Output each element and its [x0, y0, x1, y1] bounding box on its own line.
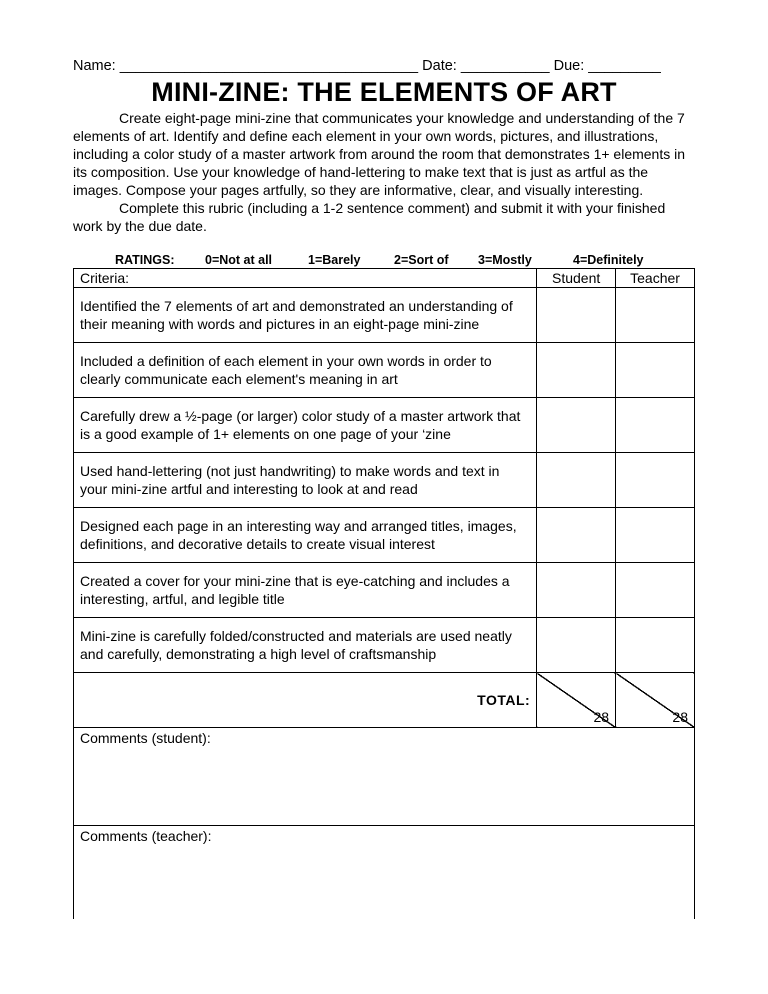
- table-row: [74, 563, 695, 618]
- criteria-header: Criteria:: [74, 269, 537, 288]
- student-score-cell[interactable]: [537, 288, 616, 343]
- teacher-comments-row: [74, 826, 695, 920]
- teacher-score-cell[interactable]: [616, 343, 695, 398]
- criterion-text: Used hand-lettering (not just handwriting) to make words and text in your mini-zine artful and interesting to look at and read: [74, 453, 537, 508]
- rating-2: 2=Sort of: [394, 253, 449, 267]
- teacher-comments-label: Comments (teacher):: [80, 828, 212, 844]
- table-row: [74, 453, 695, 508]
- rating-3: 3=Mostly: [478, 253, 532, 267]
- student-total-max: 28: [593, 709, 610, 725]
- instructions-paragraph-2: Complete this rubric (including a 1-2 sentence comment) and submit it with your finished work by the due date.: [73, 200, 666, 234]
- table-row: [74, 288, 695, 343]
- table-row: [74, 398, 695, 453]
- rubric-page: [73, 56, 695, 919]
- teacher-score-cell[interactable]: [616, 508, 695, 563]
- teacher-score-cell[interactable]: [616, 563, 695, 618]
- student-comments-box[interactable]: [74, 728, 695, 826]
- criterion-text: Carefully drew a ½-page (or larger) color study of a master artwork that is a good example of 1+ elements on one page of your ‘zine: [74, 398, 537, 453]
- student-score-cell[interactable]: [537, 343, 616, 398]
- instructions: [73, 109, 695, 235]
- teacher-score-cell[interactable]: [616, 398, 695, 453]
- due-line[interactable]: _________: [588, 58, 661, 74]
- name-label: Name:: [73, 58, 116, 74]
- rating-4: 4=Definitely: [573, 253, 644, 267]
- criterion-text: Created a cover for your mini-zine that is eye-catching and includes a interesting, artful, and legible title: [74, 563, 537, 618]
- student-score-cell[interactable]: [537, 453, 616, 508]
- rating-0: 0=Not at all: [205, 253, 273, 267]
- due-label: Due:: [553, 58, 585, 74]
- rubric-table: [73, 268, 695, 919]
- criterion-text: Designed each page in an interesting way and arranged titles, images, definitions, and decorative details to create visual interest: [74, 508, 537, 563]
- student-score-cell[interactable]: [537, 508, 616, 563]
- student-comments-row: [74, 728, 695, 826]
- teacher-score-cell[interactable]: [616, 288, 695, 343]
- teacher-comments-box[interactable]: [74, 826, 695, 920]
- student-score-cell[interactable]: [537, 563, 616, 618]
- criterion-text: Mini-zine is carefully folded/constructed and materials are used neatly and carefully, demonstrating a high level of craftsmanship: [74, 618, 537, 673]
- student-comments-label: Comments (student):: [80, 730, 211, 746]
- teacher-header: Teacher: [616, 269, 695, 288]
- teacher-score-cell[interactable]: [616, 618, 695, 673]
- criterion-text: Included a definition of each element in your own words in order to clearly communicate each element's meaning in art: [74, 343, 537, 398]
- rating-1: 1=Barely: [308, 253, 361, 267]
- ratings-label: RATINGS:: [115, 253, 175, 267]
- table-row: [74, 508, 695, 563]
- date-label: Date:: [422, 58, 457, 74]
- student-total-cell[interactable]: [537, 673, 616, 728]
- teacher-total-max: 28: [672, 709, 688, 725]
- teacher-score-cell[interactable]: [616, 453, 695, 508]
- student-header: Student: [537, 269, 616, 288]
- instructions-paragraph-1: Create eight-page mini-zine that communicates your knowledge and understanding of the 7 elements of art. Identify and define each element in your own words, pictures, and illustrations, including a color study of a master artwork from around the room that demonstrates 1+ elements in its composition. Use your knowledge of hand-lettering to make text that is just as artful as the images. Compose your pages artfully, so they are informative, clear, and visually interesting.: [73, 110, 686, 198]
- teacher-total-cell[interactable]: [616, 673, 695, 728]
- total-row: [74, 673, 695, 728]
- student-score-cell[interactable]: [537, 398, 616, 453]
- total-label: TOTAL:: [74, 673, 537, 728]
- criterion-text: Identified the 7 elements of art and demonstrated an understanding of their meaning with words and pictures in an eight-page mini-zine: [74, 288, 537, 343]
- header-fields: [73, 56, 695, 76]
- rubric-header-row: [74, 269, 695, 288]
- page-title: MINI-ZINE: THE ELEMENTS OF ART: [151, 77, 617, 107]
- table-row: [74, 343, 695, 398]
- ratings-scale: [73, 252, 695, 268]
- table-row: [74, 618, 695, 673]
- date-line[interactable]: ___________: [460, 58, 550, 74]
- student-score-cell[interactable]: [537, 618, 616, 673]
- name-line[interactable]: _____________________________________: [119, 58, 419, 74]
